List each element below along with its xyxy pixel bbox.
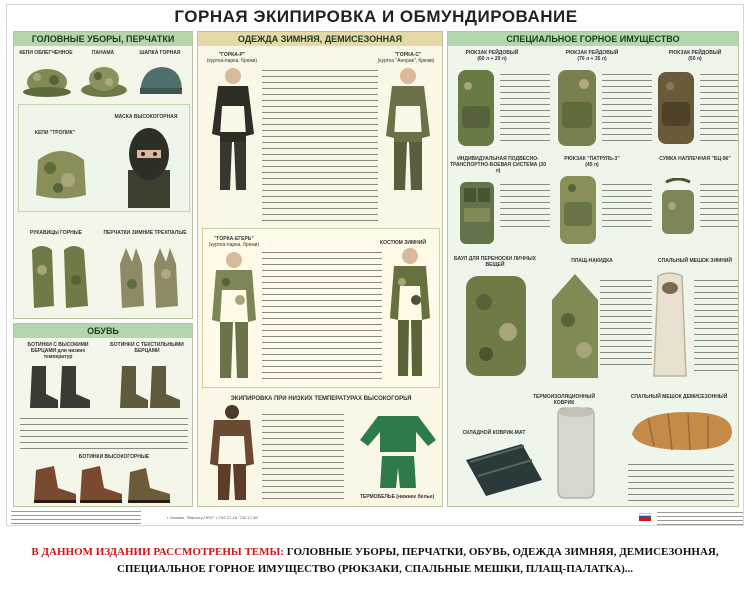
item-label: ПЛАЩ-НАКИДКА (571, 258, 613, 264)
section-footwear (13, 323, 193, 507)
gorka-eger-suit-icon (210, 250, 258, 384)
item-label: КЕПИ "ТРОПИК" (34, 130, 76, 136)
item-label: ПЕРЧАТКИ ЗИМНИЕ ТРЕХПАЛЫЕ (103, 230, 187, 236)
backpack-60-description (500, 72, 550, 142)
item-label: РЮКЗАК "ПАТРУЛЬ-3" (564, 156, 620, 162)
backpack-70-description (602, 72, 652, 142)
poster-title: ГОРНАЯ ЭКИПИРОВКА И ОБМУНДИРОВАНИЕ (174, 7, 578, 26)
layers-description (262, 412, 344, 502)
load-bearing-system-icon (456, 178, 498, 248)
duffel-bag-icon (456, 272, 536, 382)
patrol-backpack-icon (556, 172, 600, 248)
author-info (657, 511, 743, 525)
item-label: (60 л + 20 л) (477, 56, 507, 62)
item-label: РЮКЗАК РЕЙДОВЫЙ (465, 50, 519, 56)
tropic-cap-icon (28, 140, 94, 206)
item-label: ТЕРМОИЗОЛЯЦИОННЫЙ КОВРИК (532, 394, 596, 406)
winter-suit-icon (388, 246, 432, 382)
topics-line-1: ГОЛОВНЫЕ УБОРЫ, ПЕРЧАТКИ, ОБУВЬ, ОДЕЖДА ЗИМНЯЯ, ДЕМИСЕЗОННАЯ, (286, 546, 719, 558)
item-label: (70 л + 35 л) (577, 56, 607, 62)
three-finger-glove-icon (116, 240, 186, 314)
insulation-roll-icon (548, 404, 604, 502)
print-info (11, 510, 141, 524)
item-label: СПАЛЬНЫЙ МЕШОК ЗИМНИЙ (657, 258, 732, 264)
section-equipment-title: СПЕЦИАЛЬНОЕ ГОРНОЕ ИМУЩЕСТВО (448, 32, 738, 46)
item-label: ПАНАМА (91, 50, 115, 56)
raid-backpack-50-icon (654, 68, 698, 148)
load-system-description (500, 182, 550, 232)
item-label: (куртка-парка, брюки) (206, 58, 258, 64)
item-label: "ГОРКА-ЕГЕРЬ" (214, 236, 254, 242)
section-headwear (13, 31, 193, 319)
item-label: БОТИНКИ ВЫСОКОГОРНЫЕ (78, 454, 150, 460)
folding-mat-icon (462, 440, 546, 500)
cape-description (600, 278, 652, 368)
gorka-r-suit-icon (210, 66, 256, 196)
item-label: РЮКЗАК РЕЙДОВЫЙ (668, 50, 722, 56)
bag-description (700, 182, 738, 232)
topics-line-2: СПЕЦИАЛЬНОЕ ГОРНОЕ ИМУЩЕСТВО (РЮКЗАКИ, СПАЛЬНЫЕ МЕШКИ, ПЛАЩ-ПАЛАТКА)... (116, 563, 634, 575)
item-label: БОТИНКИ С ТЕКСТИЛЬНЫМИ БЕРЦАМИ (110, 342, 184, 354)
mountain-hat-icon (136, 62, 186, 98)
demiseason-bag-description (628, 462, 734, 502)
textile-boots-icon (118, 362, 184, 410)
eger-description (262, 250, 382, 380)
item-label: КОСТЮМ ЗИМНИЙ (380, 240, 426, 246)
patrol-description (602, 182, 652, 232)
item-label: БАУЛ ДЛЯ ПЕРЕНОСКИ ЛИЧНЫХ ВЕЩЕЙ (454, 256, 536, 268)
winter-sleeping-bag-icon (650, 272, 690, 382)
topics-caption (10, 544, 740, 578)
topics-lead: В ДАННОМ ИЗДАНИИ РАССМОТРЕНЫ ТЕМЫ: (31, 546, 284, 558)
raid-backpack-70-icon (554, 66, 600, 150)
item-label: (куртка "Анорак", брюки) (377, 58, 435, 64)
thermal-underwear-icon (358, 412, 438, 490)
demiseason-sleeping-bag-icon (628, 404, 736, 456)
section-equipment (447, 31, 739, 507)
balaclava-icon (122, 126, 176, 208)
item-label: СКЛАДНОЙ КОВРИК-МАТ (462, 430, 526, 436)
item-label: (куртка-парка, брюки) (208, 242, 260, 248)
cap-light-icon (22, 62, 72, 98)
section-headwear-title: ГОЛОВНЫЕ УБОРЫ, ПЕРЧАТКИ (14, 32, 192, 46)
item-label: СПАЛЬНЫЙ МЕШОК ДЕМИСЕЗОННЫЙ (630, 394, 728, 400)
item-label: СУМКА НАПЛЕЧНАЯ "БЦ-96" (659, 156, 731, 162)
item-label: МАСКА ВЫСОКОГОРНАЯ (114, 114, 178, 120)
layered-clothing-icon (208, 404, 256, 504)
panama-hat-icon (80, 62, 128, 98)
section-winter-clothing-title: ОДЕЖДА ЗИМНЯЯ, ДЕМИСЕЗОННАЯ (198, 32, 442, 46)
item-label: (45 л) (585, 162, 599, 168)
gorka-description (262, 68, 378, 226)
item-label: "ГОРКА-Р" (218, 52, 246, 58)
poster (6, 4, 744, 526)
footwear-description (20, 416, 188, 450)
item-label: "ГОРКА-С" (394, 52, 422, 58)
item-label: (50 л) (688, 56, 702, 62)
backpack-50-description (700, 72, 738, 142)
item-label: РУКАВИЦЫ ГОРНЫЕ (29, 230, 83, 236)
item-label: КЕПИ ОБЛЕГЧЕННОЕ (19, 50, 73, 56)
russian-flag-icon (639, 513, 651, 521)
item-label: БОТИНКИ С ВЫСОКИМИ БЕРЦАМИ для низких температур (27, 342, 89, 360)
mountain-boots-icon (30, 462, 180, 504)
item-label: РЮКЗАК РЕЙДОВЫЙ (565, 50, 619, 56)
winter-bag-description (694, 278, 738, 374)
section-footwear-title: ОБУВЬ (14, 324, 192, 338)
subsection-title: ЭКИПИРОВКА ПРИ НИЗКИХ ТЕМПЕРАТУРАХ ВЫСОКОГОРЬЯ (230, 396, 412, 402)
high-boots-icon (28, 362, 94, 410)
raid-backpack-60-icon (454, 66, 498, 150)
mitten-icon (26, 240, 96, 314)
item-label: ШАПКА ГОРНАЯ (139, 50, 181, 56)
publisher-info: г. Москва, "Магистр-ПРО" т.:742-17-16, 742-17-46 (167, 515, 258, 520)
item-label: ИНДИВИДУАЛЬНАЯ ПОДВЕСНО-ТРАНСПОРТНО-БОЕВАЯ СИСТЕМА (30 л) (450, 156, 546, 174)
shoulder-bag-icon (658, 178, 698, 238)
item-label: ТЕРМОБЕЛЬЕ (нижнее белье) (359, 494, 435, 500)
gorka-s-suit-icon (384, 66, 432, 196)
section-winter-clothing (197, 31, 443, 507)
rain-cape-icon (548, 270, 602, 382)
